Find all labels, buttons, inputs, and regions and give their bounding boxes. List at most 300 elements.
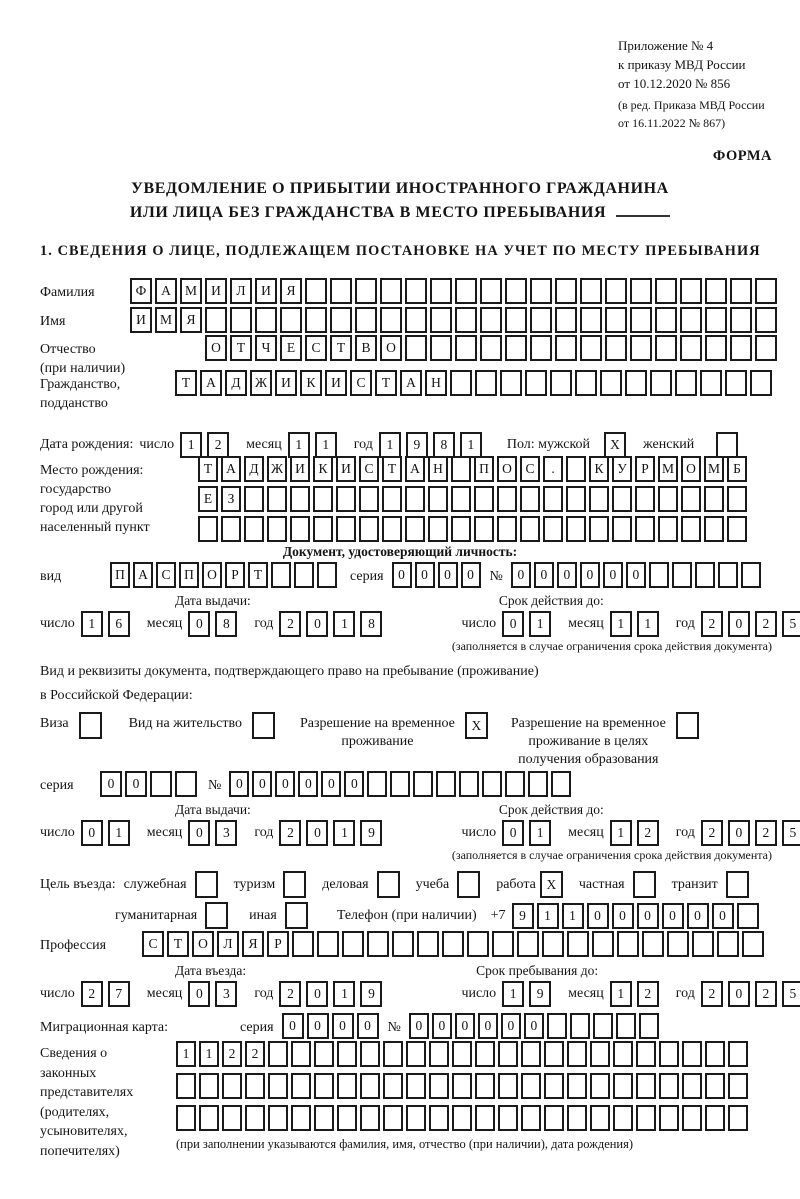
char-cell[interactable]	[630, 278, 652, 304]
char-cell[interactable]	[520, 516, 540, 542]
char-cell[interactable]	[360, 1105, 380, 1131]
char-cell[interactable]	[505, 307, 527, 333]
char-cell[interactable]: 9	[529, 981, 551, 1007]
char-cell[interactable]: С	[520, 456, 540, 482]
char-cell[interactable]	[455, 307, 477, 333]
char-cell[interactable]	[492, 931, 514, 957]
char-cell[interactable]: 0	[229, 771, 249, 797]
char-cell[interactable]	[268, 1105, 288, 1131]
char-cell[interactable]: 0	[478, 1013, 498, 1039]
char-cell[interactable]: 5	[782, 981, 800, 1007]
char-cell[interactable]	[498, 1105, 518, 1131]
char-cell[interactable]	[175, 771, 197, 797]
char-cell[interactable]: А	[133, 562, 153, 588]
char-cell[interactable]	[655, 307, 677, 333]
char-cell[interactable]	[380, 307, 402, 333]
char-cell[interactable]	[429, 1073, 449, 1099]
char-cell[interactable]: 1	[176, 1041, 196, 1067]
char-cell[interactable]	[592, 931, 614, 957]
char-cell[interactable]	[716, 432, 738, 458]
char-cell[interactable]	[500, 370, 522, 396]
char-cell[interactable]	[383, 1105, 403, 1131]
char-cell[interactable]	[705, 307, 727, 333]
char-cell[interactable]	[271, 562, 291, 588]
char-cell[interactable]	[314, 1073, 334, 1099]
char-cell[interactable]	[600, 370, 622, 396]
entry-year[interactable]	[279, 981, 387, 1007]
char-cell[interactable]	[480, 278, 502, 304]
purpose-work-checkbox[interactable]	[540, 871, 566, 898]
char-cell[interactable]: 2	[245, 1041, 265, 1067]
legal-reps-row3[interactable]	[176, 1105, 751, 1131]
char-cell[interactable]: 1	[460, 432, 482, 458]
char-cell[interactable]	[268, 1041, 288, 1067]
char-cell[interactable]	[405, 335, 427, 361]
char-cell[interactable]	[705, 278, 727, 304]
char-cell[interactable]	[530, 335, 552, 361]
doc-issue-day[interactable]	[81, 611, 135, 637]
char-cell[interactable]	[405, 278, 427, 304]
char-cell[interactable]	[555, 335, 577, 361]
char-cell[interactable]	[405, 486, 425, 512]
char-cell[interactable]	[475, 1073, 495, 1099]
char-cell[interactable]	[566, 456, 586, 482]
char-cell[interactable]	[150, 771, 172, 797]
permit-seria-cells[interactable]	[100, 771, 200, 797]
char-cell[interactable]	[728, 1073, 748, 1099]
char-cell[interactable]: Т	[248, 562, 268, 588]
birth-place-row2[interactable]	[198, 486, 750, 512]
char-cell[interactable]	[590, 1041, 610, 1067]
char-cell[interactable]	[252, 712, 275, 739]
char-cell[interactable]	[305, 278, 327, 304]
char-cell[interactable]	[580, 335, 602, 361]
char-cell[interactable]	[451, 516, 471, 542]
char-cell[interactable]	[567, 1105, 587, 1131]
char-cell[interactable]: Е	[198, 486, 218, 512]
stay-day[interactable]	[502, 981, 556, 1007]
char-cell[interactable]: 5	[782, 611, 800, 637]
char-cell[interactable]	[544, 1041, 564, 1067]
char-cell[interactable]: Ч	[255, 335, 277, 361]
char-cell[interactable]	[521, 1105, 541, 1131]
char-cell[interactable]	[497, 516, 517, 542]
char-cell[interactable]	[280, 307, 302, 333]
char-cell[interactable]	[451, 456, 471, 482]
char-cell[interactable]	[337, 1073, 357, 1099]
char-cell[interactable]: Я	[280, 278, 302, 304]
doc-valid-day[interactable]	[502, 611, 556, 637]
char-cell[interactable]	[612, 516, 632, 542]
char-cell[interactable]	[635, 516, 655, 542]
char-cell[interactable]	[521, 1041, 541, 1067]
char-cell[interactable]	[355, 307, 377, 333]
char-cell[interactable]: 0	[603, 562, 623, 588]
char-cell[interactable]	[294, 562, 314, 588]
blank-underline-field[interactable]	[616, 204, 670, 217]
char-cell[interactable]	[317, 931, 339, 957]
char-cell[interactable]	[428, 516, 448, 542]
char-cell[interactable]	[658, 486, 678, 512]
char-cell[interactable]	[475, 370, 497, 396]
char-cell[interactable]: 2	[755, 981, 777, 1007]
char-cell[interactable]	[205, 307, 227, 333]
stay-year[interactable]	[701, 981, 800, 1007]
char-cell[interactable]	[290, 486, 310, 512]
char-cell[interactable]: 0	[557, 562, 577, 588]
char-cell[interactable]: Н	[428, 456, 448, 482]
char-cell[interactable]: Н	[425, 370, 447, 396]
char-cell[interactable]: 0	[415, 562, 435, 588]
char-cell[interactable]	[551, 771, 571, 797]
char-cell[interactable]	[605, 335, 627, 361]
char-cell[interactable]: Т	[230, 335, 252, 361]
char-cell[interactable]	[244, 516, 264, 542]
char-cell[interactable]: О	[380, 335, 402, 361]
char-cell[interactable]: 6	[108, 611, 130, 637]
char-cell[interactable]	[336, 516, 356, 542]
char-cell[interactable]	[682, 1105, 702, 1131]
char-cell[interactable]: 2	[637, 981, 659, 1007]
char-cell[interactable]: И	[336, 456, 356, 482]
char-cell[interactable]: 7	[108, 981, 130, 1007]
char-cell[interactable]	[605, 307, 627, 333]
char-cell[interactable]	[480, 307, 502, 333]
char-cell[interactable]	[590, 1105, 610, 1131]
char-cell[interactable]: 3	[215, 820, 237, 846]
char-cell[interactable]	[360, 1041, 380, 1067]
char-cell[interactable]	[474, 516, 494, 542]
char-cell[interactable]: 2	[755, 820, 777, 846]
birth-year-cells[interactable]	[379, 432, 487, 458]
char-cell[interactable]	[244, 486, 264, 512]
char-cell[interactable]: 0	[332, 1013, 354, 1039]
char-cell[interactable]: 0	[534, 562, 554, 588]
char-cell[interactable]	[550, 370, 572, 396]
char-cell[interactable]: 1	[610, 981, 632, 1007]
char-cell[interactable]: 2	[222, 1041, 242, 1067]
char-cell[interactable]	[525, 370, 547, 396]
char-cell[interactable]	[313, 516, 333, 542]
char-cell[interactable]: 9	[512, 903, 534, 929]
char-cell[interactable]: 1	[333, 981, 355, 1007]
char-cell[interactable]	[291, 1041, 311, 1067]
legal-reps-row2[interactable]	[176, 1073, 751, 1099]
char-cell[interactable]: И	[275, 370, 297, 396]
char-cell[interactable]	[730, 335, 752, 361]
char-cell[interactable]: О	[192, 931, 214, 957]
char-cell[interactable]: 2	[701, 820, 723, 846]
char-cell[interactable]	[520, 486, 540, 512]
char-cell[interactable]	[317, 562, 337, 588]
char-cell[interactable]: С	[359, 456, 379, 482]
char-cell[interactable]	[755, 307, 777, 333]
char-cell[interactable]	[682, 1041, 702, 1067]
char-cell[interactable]	[755, 335, 777, 361]
char-cell[interactable]: З	[221, 486, 241, 512]
char-cell[interactable]: Т	[375, 370, 397, 396]
char-cell[interactable]	[655, 335, 677, 361]
char-cell[interactable]	[436, 771, 456, 797]
char-cell[interactable]	[255, 307, 277, 333]
char-cell[interactable]: 9	[360, 820, 382, 846]
char-cell[interactable]: А	[221, 456, 241, 482]
char-cell[interactable]	[390, 771, 410, 797]
purpose-transit-checkbox[interactable]	[726, 871, 752, 898]
char-cell[interactable]: С	[350, 370, 372, 396]
char-cell[interactable]	[517, 931, 539, 957]
char-cell[interactable]: 1	[315, 432, 337, 458]
char-cell[interactable]: 0	[432, 1013, 452, 1039]
char-cell[interactable]	[359, 486, 379, 512]
char-cell[interactable]	[442, 931, 464, 957]
char-cell[interactable]	[655, 278, 677, 304]
char-cell[interactable]	[636, 1105, 656, 1131]
char-cell[interactable]: Д	[225, 370, 247, 396]
char-cell[interactable]	[741, 562, 761, 588]
sex-female-checkbox[interactable]	[716, 432, 741, 458]
char-cell[interactable]	[613, 1041, 633, 1067]
char-cell[interactable]: Т	[330, 335, 352, 361]
char-cell[interactable]	[355, 278, 377, 304]
char-cell[interactable]: И	[130, 307, 152, 333]
char-cell[interactable]	[730, 278, 752, 304]
char-cell[interactable]: 0	[188, 820, 210, 846]
char-cell[interactable]	[314, 1105, 334, 1131]
char-cell[interactable]	[283, 871, 306, 898]
char-cell[interactable]	[221, 516, 241, 542]
char-cell[interactable]: 0	[125, 771, 147, 797]
edu-permit-checkbox[interactable]	[676, 712, 702, 739]
char-cell[interactable]: Ж	[267, 456, 287, 482]
char-cell[interactable]	[680, 278, 702, 304]
char-cell[interactable]: 0	[662, 903, 684, 929]
char-cell[interactable]	[681, 486, 701, 512]
char-cell[interactable]: 1	[529, 611, 551, 637]
char-cell[interactable]	[199, 1073, 219, 1099]
char-cell[interactable]: 0	[306, 611, 328, 637]
char-cell[interactable]: 0	[455, 1013, 475, 1039]
char-cell[interactable]	[589, 486, 609, 512]
char-cell[interactable]	[467, 931, 489, 957]
char-cell[interactable]	[342, 931, 364, 957]
char-cell[interactable]	[330, 278, 352, 304]
char-cell[interactable]: 8	[433, 432, 455, 458]
char-cell[interactable]: И	[255, 278, 277, 304]
char-cell[interactable]	[336, 486, 356, 512]
char-cell[interactable]: 0	[81, 820, 103, 846]
char-cell[interactable]	[755, 278, 777, 304]
char-cell[interactable]: Т	[382, 456, 402, 482]
char-cell[interactable]	[290, 516, 310, 542]
char-cell[interactable]: 0	[612, 903, 634, 929]
char-cell[interactable]	[566, 516, 586, 542]
char-cell[interactable]: М	[155, 307, 177, 333]
char-cell[interactable]: П	[110, 562, 130, 588]
char-cell[interactable]	[742, 931, 764, 957]
char-cell[interactable]	[267, 516, 287, 542]
char-cell[interactable]: 5	[782, 820, 800, 846]
char-cell[interactable]: Д	[244, 456, 264, 482]
temp-permit-checkbox[interactable]	[465, 712, 491, 739]
doc-valid-year[interactable]	[701, 611, 800, 637]
char-cell[interactable]	[613, 1105, 633, 1131]
char-cell[interactable]: 1	[379, 432, 401, 458]
char-cell[interactable]	[245, 1105, 265, 1131]
char-cell[interactable]	[705, 1105, 725, 1131]
char-cell[interactable]: 0	[728, 820, 750, 846]
char-cell[interactable]: 0	[252, 771, 272, 797]
char-cell[interactable]	[199, 1105, 219, 1131]
char-cell[interactable]	[475, 1105, 495, 1131]
char-cell[interactable]	[405, 516, 425, 542]
purpose-tourism-checkbox[interactable]	[283, 871, 309, 898]
birth-place-row1[interactable]	[198, 456, 750, 482]
permit-issue-day[interactable]	[81, 820, 135, 846]
char-cell[interactable]	[313, 486, 333, 512]
purpose-business-checkbox[interactable]	[377, 871, 403, 898]
char-cell[interactable]	[459, 771, 479, 797]
char-cell[interactable]	[728, 1105, 748, 1131]
char-cell[interactable]: О	[497, 456, 517, 482]
char-cell[interactable]	[642, 931, 664, 957]
char-cell[interactable]	[542, 931, 564, 957]
char-cell[interactable]	[452, 1073, 472, 1099]
char-cell[interactable]: 1	[537, 903, 559, 929]
char-cell[interactable]: Т	[175, 370, 197, 396]
char-cell[interactable]	[475, 1041, 495, 1067]
char-cell[interactable]	[625, 370, 647, 396]
char-cell[interactable]: 0	[626, 562, 646, 588]
char-cell[interactable]: В	[355, 335, 377, 361]
birth-place-row3[interactable]	[198, 516, 750, 542]
char-cell[interactable]: 1	[502, 981, 524, 1007]
char-cell[interactable]	[589, 516, 609, 542]
char-cell[interactable]: 9	[360, 981, 382, 1007]
char-cell[interactable]	[617, 931, 639, 957]
char-cell[interactable]: И	[325, 370, 347, 396]
char-cell[interactable]: С	[156, 562, 176, 588]
char-cell[interactable]: Я	[180, 307, 202, 333]
char-cell[interactable]	[575, 370, 597, 396]
permit-number-cells[interactable]	[229, 771, 574, 797]
char-cell[interactable]: 1	[288, 432, 310, 458]
char-cell[interactable]: К	[300, 370, 322, 396]
char-cell[interactable]	[330, 307, 352, 333]
char-cell[interactable]: 1	[108, 820, 130, 846]
char-cell[interactable]: 0	[461, 562, 481, 588]
char-cell[interactable]	[480, 335, 502, 361]
visa-checkbox[interactable]	[79, 712, 105, 739]
purpose-official-checkbox[interactable]	[195, 871, 221, 898]
char-cell[interactable]: 0	[344, 771, 364, 797]
char-cell[interactable]	[285, 902, 308, 929]
char-cell[interactable]: К	[589, 456, 609, 482]
char-cell[interactable]: 0	[306, 820, 328, 846]
char-cell[interactable]: О	[205, 335, 227, 361]
purpose-other-checkbox[interactable]	[285, 902, 311, 929]
char-cell[interactable]: О	[681, 456, 701, 482]
char-cell[interactable]	[704, 516, 724, 542]
char-cell[interactable]: 0	[298, 771, 318, 797]
char-cell[interactable]: 0	[511, 562, 531, 588]
char-cell[interactable]	[667, 931, 689, 957]
char-cell[interactable]: С	[305, 335, 327, 361]
char-cell[interactable]	[605, 278, 627, 304]
permit-valid-day[interactable]	[502, 820, 556, 846]
char-cell[interactable]: 2	[701, 611, 723, 637]
char-cell[interactable]: 0	[712, 903, 734, 929]
entry-month[interactable]	[188, 981, 242, 1007]
char-cell[interactable]: 2	[279, 981, 301, 1007]
char-cell[interactable]	[413, 771, 433, 797]
char-cell[interactable]	[566, 486, 586, 512]
birth-month-cells[interactable]	[288, 432, 342, 458]
char-cell[interactable]: 0	[587, 903, 609, 929]
char-cell[interactable]: Б	[727, 456, 747, 482]
char-cell[interactable]: 2	[81, 981, 103, 1007]
char-cell[interactable]: П	[474, 456, 494, 482]
char-cell[interactable]	[528, 771, 548, 797]
char-cell[interactable]: 0	[637, 903, 659, 929]
char-cell[interactable]: 0	[502, 611, 524, 637]
char-cell[interactable]	[659, 1105, 679, 1131]
char-cell[interactable]: 1	[610, 611, 632, 637]
char-cell[interactable]	[659, 1073, 679, 1099]
char-cell[interactable]	[406, 1105, 426, 1131]
char-cell[interactable]	[383, 1073, 403, 1099]
char-cell[interactable]	[700, 370, 722, 396]
char-cell[interactable]	[205, 902, 228, 929]
char-cell[interactable]: 8	[360, 611, 382, 637]
char-cell[interactable]	[675, 370, 697, 396]
purpose-humanitarian-checkbox[interactable]	[205, 902, 231, 929]
char-cell[interactable]	[430, 335, 452, 361]
residence-permit-checkbox[interactable]	[252, 712, 278, 739]
char-cell[interactable]	[718, 562, 738, 588]
char-cell[interactable]	[680, 335, 702, 361]
permit-issue-month[interactable]	[188, 820, 242, 846]
doc-issue-month[interactable]	[188, 611, 242, 637]
char-cell[interactable]: 2	[207, 432, 229, 458]
char-cell[interactable]	[429, 1041, 449, 1067]
migration-seria-cells[interactable]	[282, 1013, 382, 1039]
char-cell[interactable]: Ф	[130, 278, 152, 304]
char-cell[interactable]: 1	[333, 611, 355, 637]
char-cell[interactable]	[636, 1041, 656, 1067]
char-cell[interactable]: 0	[502, 820, 524, 846]
char-cell[interactable]: 8	[215, 611, 237, 637]
char-cell[interactable]	[230, 307, 252, 333]
char-cell[interactable]	[383, 1041, 403, 1067]
char-cell[interactable]	[567, 1073, 587, 1099]
char-cell[interactable]	[505, 335, 527, 361]
char-cell[interactable]	[474, 486, 494, 512]
char-cell[interactable]	[195, 871, 218, 898]
char-cell[interactable]	[430, 278, 452, 304]
surname-cells[interactable]	[130, 278, 780, 304]
permit-issue-year[interactable]	[279, 820, 387, 846]
char-cell[interactable]	[382, 516, 402, 542]
doc-seria-cells[interactable]	[392, 562, 484, 588]
profession-cells[interactable]	[142, 931, 767, 957]
char-cell[interactable]	[570, 1013, 590, 1039]
char-cell[interactable]: 1	[637, 611, 659, 637]
char-cell[interactable]	[580, 307, 602, 333]
char-cell[interactable]	[417, 931, 439, 957]
char-cell[interactable]: 0	[524, 1013, 544, 1039]
char-cell[interactable]	[245, 1073, 265, 1099]
